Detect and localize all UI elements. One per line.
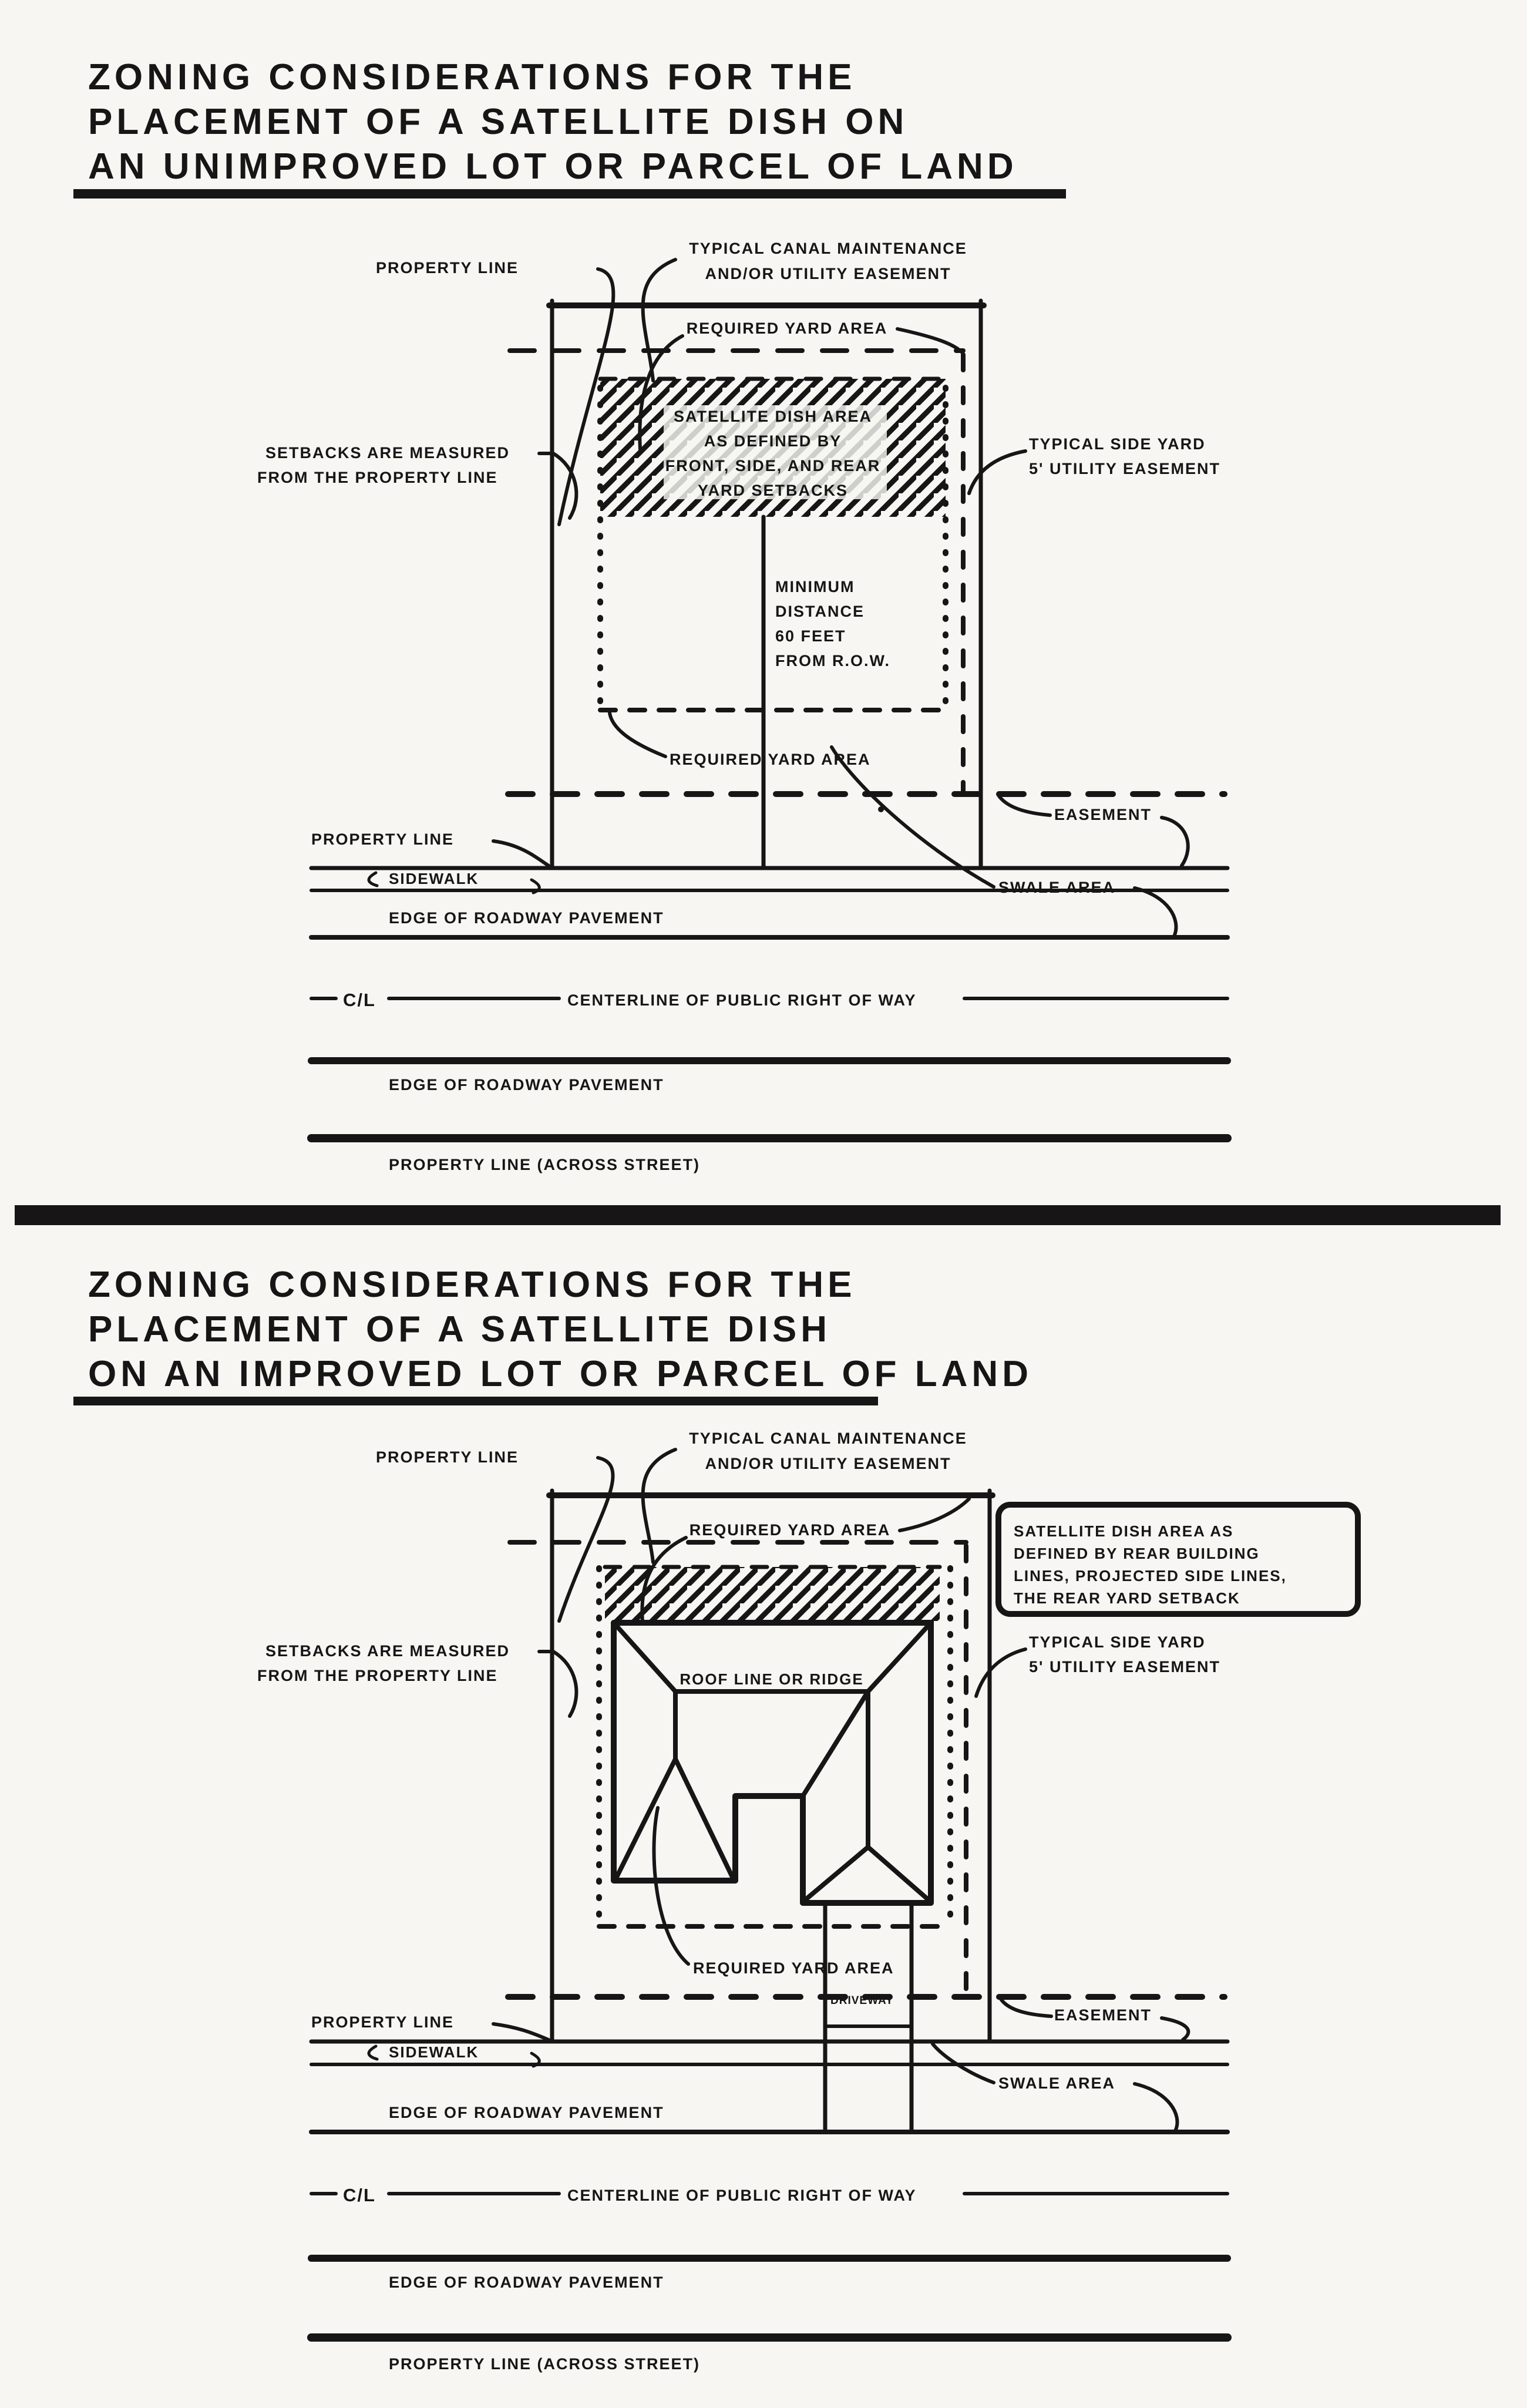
d2-swale-label: SWALE AREA xyxy=(998,2074,1116,2092)
d1-dish-area-label-line3: FRONT, SIDE, AND REAR xyxy=(665,457,881,475)
d1-property-line-bottom-leader xyxy=(493,841,549,866)
d1-dish-area-label-line1: SATELLITE DISH AREA xyxy=(673,408,873,425)
d2-side-yard-label-line2: 5' UTILITY EASEMENT xyxy=(1029,1658,1220,1676)
d1-min-distance-line1: MINIMUM xyxy=(775,578,855,596)
d2-property-line-top-label: PROPERTY LINE xyxy=(376,1448,519,1466)
d1-setbacks-label-line2: FROM THE PROPERTY LINE xyxy=(257,469,498,486)
d2-dish-note-line2: DEFINED BY REAR BUILDING xyxy=(1014,1545,1260,1562)
d2-title-line2: PLACEMENT OF A SATELLITE DISH xyxy=(88,1309,832,1350)
d2-required-yard-bottom-leader xyxy=(654,1808,688,1964)
d2-easement-label: EASEMENT xyxy=(1054,2006,1152,2024)
d2-required-yard-bottom-label: REQUIRED YARD AREA xyxy=(693,1959,894,1977)
d2-roof-valley-line xyxy=(803,1691,868,1796)
d1-setbacks-leader xyxy=(539,453,576,518)
d1-swale-label: SWALE AREA xyxy=(998,879,1116,896)
d2-property-line-bottom-label: PROPERTY LINE xyxy=(311,2013,455,2031)
d2-property-line-bottom-leader xyxy=(493,2024,549,2040)
d2-sidewalk-tick-left xyxy=(369,2046,377,2059)
d2-roof-hip-right-wing-b xyxy=(868,1847,928,1899)
d2-roof-hip-top-right xyxy=(868,1623,931,1691)
d1-min-distance-line4: FROM R.O.W. xyxy=(775,652,890,670)
d2-roof-hip-left-wing-a xyxy=(617,1759,675,1877)
d2-side-yard-leader xyxy=(976,1649,1025,1696)
d1-easement-leader-left xyxy=(998,795,1050,815)
d2-sidewalk-label: SIDEWALK xyxy=(389,2043,479,2061)
d2-canal-easement-label-line1: TYPICAL CANAL MAINTENANCE xyxy=(689,1430,967,1447)
d2-easement-leader-right xyxy=(1162,2018,1188,2040)
d2-title-line1: ZONING CONSIDERATIONS FOR THE xyxy=(88,1264,856,1305)
d2-required-yard-top-label: REQUIRED YARD AREA xyxy=(689,1521,891,1539)
d2-satellite-dish-hatched-area xyxy=(605,1567,940,1623)
d2-dish-note-line1: SATELLITE DISH AREA AS xyxy=(1014,1522,1234,1540)
diagram1-unimproved-lot xyxy=(73,57,1227,1173)
d1-edge-roadway-bottom-label: EDGE OF ROADWAY PAVEMENT xyxy=(389,1076,664,1094)
d2-cl-symbol: C/L xyxy=(343,2185,376,2205)
d1-setbacks-label-line1: SETBACKS ARE MEASURED xyxy=(265,444,510,462)
d1-side-yard-label-line1: TYPICAL SIDE YARD xyxy=(1029,435,1206,453)
d1-property-line-top-label: PROPERTY LINE xyxy=(376,259,519,277)
d2-centerline-label: CENTERLINE OF PUBLIC RIGHT OF WAY xyxy=(567,2187,917,2204)
d1-required-yard-bottom-leader xyxy=(610,713,665,756)
d2-setbacks-leader xyxy=(539,1652,576,1716)
d1-title-line2: PLACEMENT OF A SATELLITE DISH ON xyxy=(88,102,909,142)
d2-roof-line-label: ROOF LINE OR RIDGE xyxy=(680,1670,864,1688)
d2-canal-easement-label-line2: AND/OR UTILITY EASEMENT xyxy=(705,1455,951,1472)
d1-dish-area-label-line4: YARD SETBACKS xyxy=(697,482,849,499)
d2-setbacks-label-line2: FROM THE PROPERTY LINE xyxy=(257,1667,498,1684)
d1-dish-area-label-line2: AS DEFINED BY xyxy=(704,432,842,450)
d1-side-yard-label-line2: 5' UTILITY EASEMENT xyxy=(1029,460,1220,477)
diagram2-improved-lot xyxy=(73,1264,1358,2373)
d1-required-yard-bottom-label: REQUIRED YARD AREA xyxy=(670,751,871,768)
d1-canal-easement-leader xyxy=(643,260,675,381)
d2-driveway-label: DRIVEWAY xyxy=(830,1995,894,2007)
d2-setbacks-label-line1: SETBACKS ARE MEASURED xyxy=(265,1642,510,1660)
d2-roof-hip-top-left xyxy=(614,1623,675,1691)
d1-sidewalk-label: SIDEWALK xyxy=(389,870,479,887)
d1-side-yard-leader xyxy=(969,451,1025,493)
d1-property-line-bottom-label: PROPERTY LINE xyxy=(311,830,455,848)
d1-canal-easement-label-line1: TYPICAL CANAL MAINTENANCE xyxy=(689,240,967,257)
d2-edge-roadway-bottom-label: EDGE OF ROADWAY PAVEMENT xyxy=(389,2274,664,2291)
d2-dish-note-line4: THE REAR YARD SETBACK xyxy=(1014,1589,1240,1607)
d1-title-line1: ZONING CONSIDERATIONS FOR THE xyxy=(88,57,856,97)
d1-swale-leader-right xyxy=(1135,888,1176,935)
d2-title-underline xyxy=(73,1397,878,1405)
d1-edge-roadway-top-label: EDGE OF ROADWAY PAVEMENT xyxy=(389,909,664,927)
d1-easement-label: EASEMENT xyxy=(1054,806,1152,823)
d2-roof-hip-right-wing-a xyxy=(806,1847,868,1899)
d2-property-line-across-label: PROPERTY LINE (ACROSS STREET) xyxy=(389,2355,701,2373)
d2-side-yard-label-line1: TYPICAL SIDE YARD xyxy=(1029,1633,1206,1651)
page-divider-bar xyxy=(15,1205,1501,1225)
d1-title-line3: AN UNIMPROVED LOT OR PARCEL OF LAND xyxy=(88,146,1018,187)
d2-required-yard-top-leader-right xyxy=(900,1499,969,1531)
d1-min-distance-line3: 60 FEET xyxy=(775,627,846,645)
d1-sidewalk-tick-left xyxy=(369,873,377,886)
d1-centerline-label: CENTERLINE OF PUBLIC RIGHT OF WAY xyxy=(567,991,917,1009)
d2-dish-note-line3: LINES, PROJECTED SIDE LINES, xyxy=(1014,1567,1287,1585)
d1-cl-symbol: C/L xyxy=(343,990,376,1010)
d2-easement-leader-left xyxy=(1000,1998,1051,2016)
d1-title-underline xyxy=(73,189,1066,199)
d2-edge-roadway-top-label: EDGE OF ROADWAY PAVEMENT xyxy=(389,2104,664,2121)
d1-required-yard-top-label: REQUIRED YARD AREA xyxy=(686,320,888,337)
d2-property-line-top-leader xyxy=(559,1458,613,1621)
d2-title-line3: ON AN IMPROVED LOT OR PARCEL OF LAND xyxy=(88,1354,1032,1394)
d1-canal-easement-label-line2: AND/OR UTILITY EASEMENT xyxy=(705,265,951,282)
d2-roof-hip-left-wing-b xyxy=(675,1759,732,1877)
d1-easement-leader-right xyxy=(1162,818,1188,866)
d1-property-line-across-label: PROPERTY LINE (ACROSS STREET) xyxy=(389,1156,701,1173)
d2-swale-leader-right xyxy=(1135,2084,1177,2130)
d1-min-distance-line2: DISTANCE xyxy=(775,603,865,620)
